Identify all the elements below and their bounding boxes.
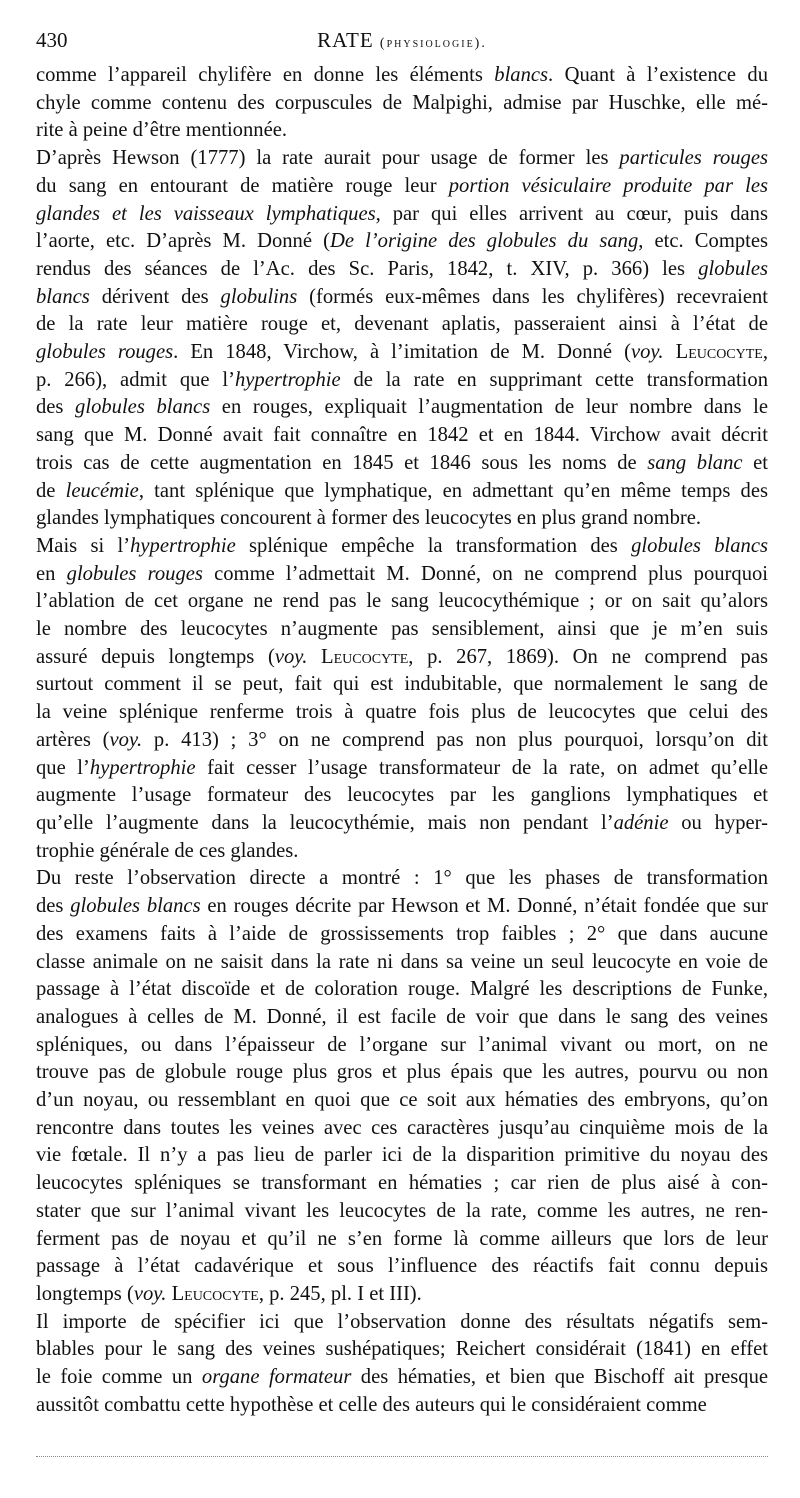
text-line: classe animale on ne saisit dans la rate ni dans sa veine un seul leucocyte en voie de bbox=[36, 950, 768, 973]
text-line: aussitôt combattu cette hypothèse et celle des auteurs qui le considéraient comme bbox=[36, 1393, 707, 1416]
text-line: glandes et les vaisseaux lymphatiques, par qui elles arrivent au cœur, puis dans bbox=[36, 202, 768, 225]
running-head-title: RATE bbox=[317, 28, 374, 52]
text-line: la veine splénique renferme trois à quatre fois plus de leucocytes que celui des bbox=[36, 701, 768, 724]
body-text bbox=[36, 62, 768, 1419]
paragraph bbox=[36, 62, 768, 145]
book-page bbox=[36, 28, 768, 1419]
text-line: passage à l’état cadavérique et sous l’influence des réactifs fait connu depuis bbox=[36, 1255, 768, 1278]
text-line: vie fœtale. Il n’y a pas lieu de parler ici de la disparition primitive du noyau des bbox=[36, 1144, 768, 1167]
text-line: chyle comme contenu des corpuscules de Malpighi, admise par Huschke, elle mé- bbox=[36, 91, 768, 114]
text-line: de la rate leur matière rouge et, devenant aplatis, passeraient ainsi à l’état de bbox=[36, 313, 768, 336]
text-line: du sang en entourant de matière rouge leur portion vésiculaire produite par les bbox=[36, 174, 768, 197]
text-line: rencontre dans toutes les veines avec ces caractères jusqu’au cinquième mois de la bbox=[36, 1116, 768, 1139]
text-line: stater que sur l’animal vivant les leucocytes de la rate, comme les autres, ne ren- bbox=[36, 1199, 768, 1222]
text-line: des globules blancs en rouges décrite par Hewson et M. Donné, n’était fondée que sur bbox=[36, 895, 768, 918]
text-line: l’ablation de cet organe ne rend pas le sang leucocythémique ; or on sait qu’alors bbox=[36, 590, 768, 613]
text-line: Du reste l’observation directe a montré : 1° que les phases de transformation bbox=[36, 867, 768, 890]
text-line: leucocytes spléniques se transformant en hématies ; car rien de plus aisé à con- bbox=[36, 1172, 768, 1195]
text-line: Mais si l’hypertrophie splénique empêche la transformation des globules blancs bbox=[36, 534, 768, 557]
paragraph bbox=[36, 865, 768, 1308]
paragraph bbox=[36, 533, 768, 865]
bottom-dotted-rule bbox=[36, 1456, 768, 1457]
text-line: artères (voy. p. 413) ; 3° on ne comprend pas non plus pourquoi, lorsqu’on dit bbox=[36, 728, 768, 751]
text-line: analogues à celles de M. Donné, il est facile de voir que dans le sang des veines bbox=[36, 1005, 768, 1028]
text-line: l’aorte, etc. D’après M. Donné (De l’origine des globules du sang, etc. Comptes bbox=[36, 230, 768, 253]
text-line: le foie comme un organe formateur des hématies, et bien que Bischoff ait presque bbox=[36, 1366, 768, 1389]
running-head bbox=[36, 28, 768, 53]
running-head-subtitle: (physiologie). bbox=[379, 36, 487, 51]
text-line: des examens faits à l’aide de grossissements trop faibles ; 2° que dans aucune bbox=[36, 922, 768, 945]
text-line: blancs dérivent des globulins (formés eux-mêmes dans les chylifères) recevraient bbox=[36, 285, 768, 308]
text-line: en globules rouges comme l’admettait M. Donné, on ne comprend plus pourquoi bbox=[36, 562, 768, 585]
text-line: trois cas de cette augmentation en 1845 et 1846 sous les noms de sang blanc et bbox=[36, 451, 768, 474]
text-line: longtemps (voy. Leucocyte, p. 245, pl. I et III). bbox=[36, 1282, 422, 1305]
text-line: glandes lymphatiques concourent à former des leucocytes en plus grand nombre. bbox=[36, 507, 702, 530]
text-line: D’après Hewson (1777) la rate aurait pour usage de former les particules rouges bbox=[36, 147, 768, 170]
text-line: trophie générale de ces glandes. bbox=[36, 839, 299, 862]
text-line: de leucémie, tant splénique que lymphatique, en admettant qu’en même temps des bbox=[36, 479, 768, 502]
text-line: des globules blancs en rouges, expliquait l’augmentation de leur nombre dans le bbox=[36, 396, 768, 419]
text-line: trouve pas de globule rouge plus gros et plus épais que les autres, pourvu ou non bbox=[36, 1061, 768, 1084]
text-line: p. 266), admit que l’hypertrophie de la rate en supprimant cette transformation bbox=[36, 368, 768, 391]
text-line: augmente l’usage formateur des leucocytes par les ganglions lymphatiques et bbox=[36, 784, 768, 807]
page-number: 430 bbox=[36, 28, 68, 52]
page-header bbox=[36, 28, 768, 62]
text-line: surtout comment il se peut, fait qui est indubitable, que normalement le sang de bbox=[36, 673, 768, 696]
paragraph bbox=[36, 1309, 768, 1420]
text-line: passage à l’état discoïde et de coloration rouge. Malgré les descriptions de Funke, bbox=[36, 978, 768, 1001]
text-line: assuré depuis longtemps (voy. Leucocyte, p. 267, 1869). On ne comprend pas bbox=[36, 645, 768, 668]
text-line: le nombre des leucocytes n’augmente pas sensiblement, ainsi que je m’en suis bbox=[36, 618, 768, 641]
text-line: sang que M. Donné avait fait connaître en 1842 et en 1844. Virchow avait décrit bbox=[36, 424, 768, 447]
text-line: ferment pas de noyau et qu’il ne s’en forme là comme ailleurs que lors de leur bbox=[36, 1227, 768, 1250]
text-line: globules rouges. En 1848, Virchow, à l’imitation de M. Donné (voy. Leucocyte, bbox=[36, 341, 768, 364]
text-line: spléniques, ou dans l’épaisseur de l’organe sur l’animal vivant ou mort, on ne bbox=[36, 1033, 768, 1056]
text-line: d’un noyau, ou ressemblant en quoi que ce soit aux hématies des embryons, qu’on bbox=[36, 1089, 768, 1112]
text-line: Il importe de spécifier ici que l’observation donne des résultats négatifs sem- bbox=[36, 1310, 768, 1333]
text-line: comme l’appareil chylifère en donne les éléments blancs. Quant à l’existence du bbox=[36, 64, 768, 86]
text-line: que l’hypertrophie fait cesser l’usage transformateur de la rate, on admet qu’elle bbox=[36, 756, 768, 779]
text-line: rendus des séances de l’Ac. des Sc. Paris, 1842, t. XIV, p. 366) les globules bbox=[36, 257, 768, 280]
text-line: qu’elle l’augmente dans la leucocythémie, mais non pendant l’adénie ou hyper- bbox=[36, 811, 768, 834]
paragraph bbox=[36, 145, 768, 533]
text-line: rite à peine d’être mentionnée. bbox=[36, 119, 288, 142]
text-line: blables pour le sang des veines sushépatiques; Reichert considérait (1841) en effet bbox=[36, 1338, 768, 1361]
